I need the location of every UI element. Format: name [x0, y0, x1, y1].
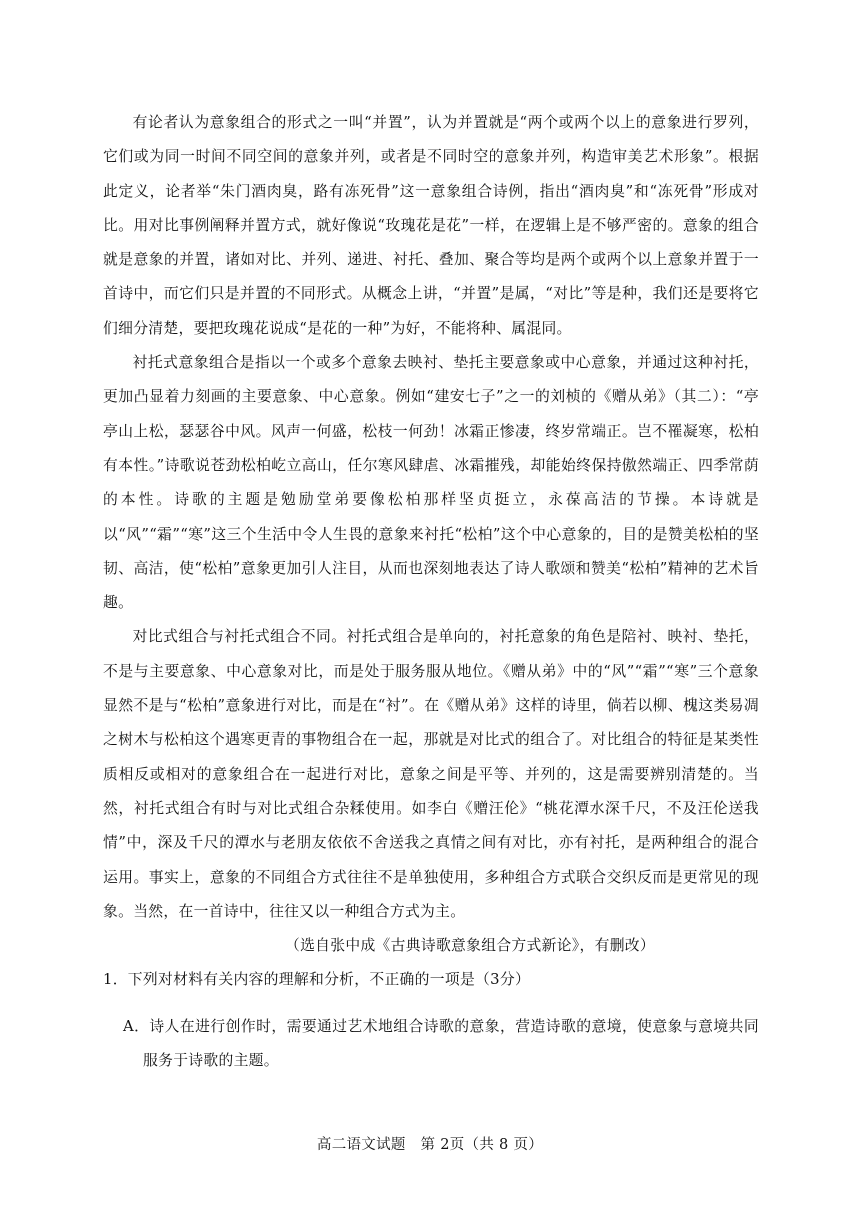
paragraph-foil-combination: 衬托式意象组合是指以一个或多个意象去映衬、垫托主要意象或中心意象，并通过这种衬托，更加凸显着力刻画的主要意象、中心意象。例如“建安七子”之一的刘桢的《赠从弟》（其二）：“亭亭山上松，瑟瑟谷中风。风声一何盛，松枝一何劲！冰霜正惨凄，终岁常端正。岂不罹凝寒，松柏有本性。”诗歌说苍劲松柏屹立高山，任尔寒风肆虐、冰霜摧残，却能始终保持傲然端正、四季常荫的本性。诗歌的主题是勉励堂弟要像松柏那样坚贞挺立，永葆高洁的节操。本诗就是以“风”“霜”“寒”这三个生活中令人生畏的意象来衬托“松柏”这个中心意象的，目的是赞美松柏的坚韧、高洁，使“松柏”意象更加引人注目，从而也深刻地表达了诗人歌颂和赞美“松柏”精神的艺术旨趣。 [103, 354, 759, 612]
page-footer: 高二语文试题 第 2页（共 8 页） [316, 1137, 544, 1153]
article-body [103, 106, 759, 1078]
question-1: 1．下列对材料有关内容的理解和分析，不正确的一项是（3分） [103, 971, 531, 989]
paragraph-juxtaposition: 有论者认为意象组合的形式之一叫“并置”，认为并置就是“两个或两个以上的意象进行罗列，它们或为同一时间不同空间的意象并列，或者是不同时空的意象并列，构造审美艺术形象”。根据此定义，论者举“朱门酒肉臭，路有冻死骨”这一意象组合诗例，指出“酒肉臭”和“冻死骨”形成对比。用对比事例阐释并置方式，就好像说“玫瑰花是花”一样，在逻辑上是不够严密的。意象的组合就是意象的并置，诸如对比、并列、递进、衬托、叠加、聚合等均是两个或两个以上意象并置于一首诗中，而它们只是并置的不同形式。从概念上讲，“并置”是属，“对比”等是种，我们还是要将它们细分清楚，要把玫瑰花说成“是花的一种”为好，不能将种、属混同。 [103, 114, 759, 337]
paragraph-contrast-combination: 对比式组合与衬托式组合不同。衬托式组合是单向的，衬托意象的角色是陪衬、映衬、垫托，不是与主要意象、中心意象对比，而是处于服务服从地位。《赠从弟》中的“风”“霜”“寒”三个意象显然不是与“松柏”意象进行对比，而是在“衬”。在《赠从弟》这样的诗里，倘若以柳、槐这类易凋之树木与松柏这个遇寒更青的事物组合在一起，那就是对比式的组合了。对比组合的特征是某类性质相反或相对的意象组合在一起进行对比，意象之间是平等、并列的，这是需要辨别清楚的。当然，衬托式组合有时与对比式组合杂糅使用。如李白《赠汪伦》“桃花潭水深千尺，不及汪伦送我情”中，深及千尺的潭水与老朋友依依不舍送我之真情之间有对比，亦有衬托，是两种组合的混合运用。事实上，意象的不同组合方式往往不是单独使用，多种组合方式联合交织反而是更常见的现象。当然，在一首诗中，往往又以一种组合方式为主。 [103, 628, 759, 920]
option-a: A．诗人在进行创作时，需要通过艺术地组合诗歌的意象，营造诗歌的意境，使意象与意境共同服务于诗歌的主题。 [123, 1017, 759, 1070]
source-citation: （选自张中成《古典诗歌意象组合方式新论》，有删改） [284, 937, 655, 955]
